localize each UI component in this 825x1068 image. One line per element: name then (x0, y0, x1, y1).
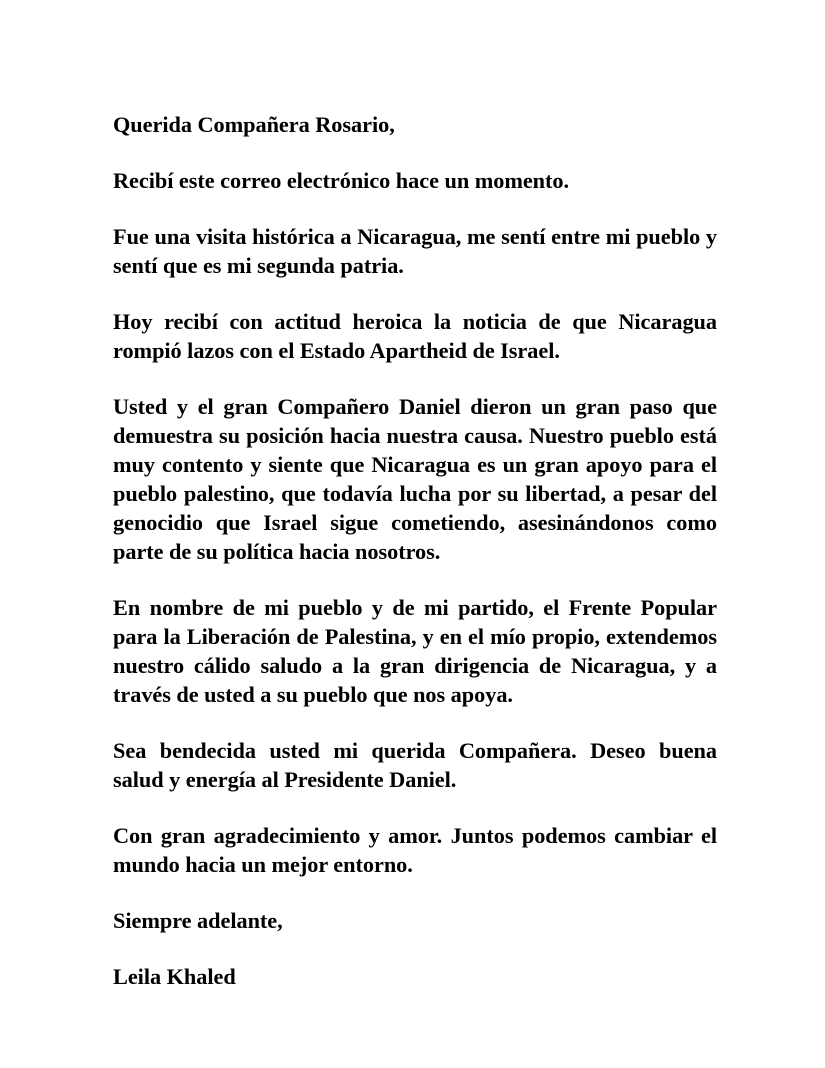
paragraph-1: Recibí este correo electrónico hace un momento. (113, 168, 570, 193)
paragraph-7: Con gran agradecimiento y amor. Juntos podemos cambiar el mundo hacia un mejor entorno. (113, 823, 717, 877)
signoff-line: Siempre adelante, (113, 908, 283, 933)
paragraph-3: Hoy recibí con actitud heroica la noticia de que Nicaragua rompió lazos con el Estado Apartheid de Israel. (113, 309, 717, 363)
salutation-line: Querida Compañera Rosario, (113, 112, 395, 137)
paragraph-6: Sea bendecida usted mi querida Compañera. Deseo buena salud y energía al Presidente Daniel. (113, 738, 717, 792)
paragraph-2: Fue una visita histórica a Nicaragua, me sentí entre mi pueblo y sentí que es mi segunda patria. (113, 224, 717, 278)
letter-body (113, 110, 717, 991)
paragraph-5: En nombre de mi pueblo y de mi partido, el Frente Popular para la Liberación de Palestina, y en el mío propio, extendemos nuestro cálido saludo a la gran dirigencia de Nicaragua, y a través de usted a su pueblo que nos apoya. (113, 595, 717, 707)
paragraph-4: Usted y el gran Compañero Daniel dieron un gran paso que demuestra su posición hacia nuestra causa. Nuestro pueblo está muy contento y siente que Nicaragua es un gran apoyo para el pueblo palestino, que todavía lucha por su libertad, a pesar del genocidio que Israel sigue cometiendo, asesinándonos como parte de su política hacia nosotros. (113, 394, 717, 564)
signature-line: Leila Khaled (113, 964, 236, 989)
